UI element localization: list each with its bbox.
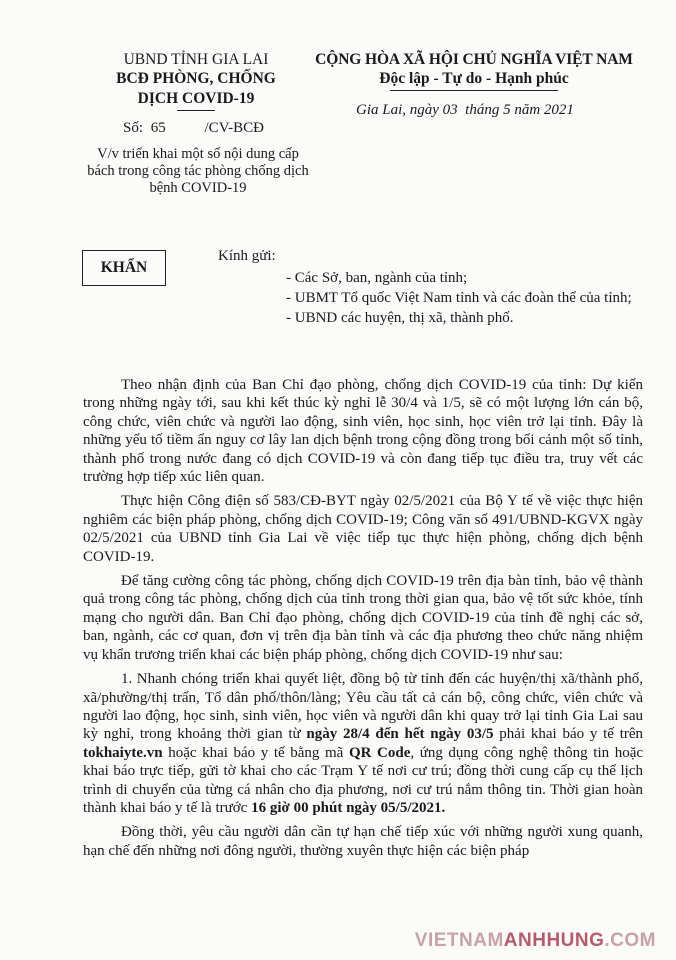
p4-bold-deadline: 16 giờ 00 phút ngày 05/5/2021. — [251, 799, 446, 816]
document-number — [123, 120, 264, 137]
paragraph-1: Theo nhận định của Ban Chỉ đạo phòng, chống dịch COVID-19 của tỉnh: Dự kiến trong những ngày tới, sau khi kết thúc kỳ nghỉ lễ 30/4 và 1/5, sẽ có một lượng lớn cán bộ, công chức, viên chức và người lao động, sinh viên, học sinh, học viên trở lại tỉnh. Đây là những yếu tố tiềm ẩn nguy cơ lây lan dịch bệnh trong cộng đồng trong bối cảnh một số tỉnh, thành phố trong nước đang có dịch COVID-19 và còn đang tiếp tục điều tra, truy vết các trường hợp tiếp xúc liên quan. — [83, 377, 643, 486]
p4-text-e: hoặc khai báo y tế bằng mã — [168, 744, 344, 761]
so-label: Số: — [123, 120, 144, 136]
agency-underline — [177, 110, 215, 111]
date-prefix: Gia Lai, ngày — [356, 102, 439, 118]
p4-text-c: phải khai báo y tế trên — [499, 726, 644, 743]
kinh-gui-label: Kính gửi: — [218, 248, 276, 264]
document-subject: V/v triển khai một số nội dung cấp bách trong công tác phòng chống dịch bệnh COVID-19 — [87, 146, 309, 196]
document-body — [83, 376, 643, 866]
paragraph-5: Đồng thời, yêu cầu người dân cần tự hạn chế tiếp xúc với những người xung quanh, hạn chế đến những nơi đông người, thường xuyên thực hiện các biện pháp — [83, 824, 643, 859]
agency-line-3: DỊCH COVID-19 — [137, 90, 255, 107]
agency-line-1: UBND TỈNH GIA LAI — [123, 51, 269, 68]
p4-text-g: , ứng dụng công nghệ thông tin hoặc khai báo trực tiếp, gửi tờ khai cho các Trạm Y tế nơi cư trú; đồng thời cung cấp cụ thể lịch trình di chuyển của từng cá nhân cho địa phương, nơi cư trú nắm thông tin. Thời gian hoàn thành khai báo y tế là trước — [83, 744, 644, 816]
so-number: 65 — [150, 120, 166, 136]
watermark-part-3: .COM — [604, 930, 656, 951]
agency-line-2: BCĐ PHÒNG, CHỐNG — [116, 70, 276, 87]
issue-date — [356, 102, 574, 119]
date-month: 5 — [503, 102, 511, 118]
paragraph-3: Để tăng cường công tác phòng, chống dịch COVID-19 trên địa bàn tỉnh, bảo vệ thành quả trong công tác phòng, chống dịch của tỉnh trong thời gian qua, bảo vệ tốt sức khỏe, tính mạng cho người dân. Ban Chỉ đạo phòng, chống dịch COVID-19 của tỉnh đề nghị các sở, ban, ngành, các cơ quan, đơn vị trên địa bàn tỉnh và các địa phương theo chức năng nhiệm vụ khẩn trương triển khai các biện pháp phòng, chống dịch COVID-19 như sau: — [83, 573, 643, 663]
motto-underline — [390, 90, 558, 91]
recipient-item: - UBMT Tổ quốc Việt Nam tỉnh và các đoàn thể của tỉnh; — [286, 290, 632, 306]
issuing-agency-block — [78, 50, 314, 111]
watermark — [415, 930, 656, 952]
recipients-list — [286, 268, 646, 328]
p4-text-a: 1. Nhanh chóng triển khai quyết liệt, đồng bộ từ tỉnh đến các huyện/thị xã/thành phố, xã/phường/thị trấn, Tổ dân phố/thôn/làng; Yêu cầu tất cả cán bộ, công chức, viên chức và người lao động, học sinh, sinh viên, học viên và người dân khi quay trở lại tỉnh Gia Lai sau kỳ nghỉ, trong khoảng thời gian từ — [83, 671, 643, 743]
watermark-part-1: VIETNAM — [414, 930, 504, 951]
recipient-item: - Các Sở, ban, ngành của tỉnh; — [286, 270, 468, 286]
date-year: năm 2021 — [514, 102, 574, 118]
watermark-part-2: ANHHUNG — [503, 930, 605, 951]
p4-bold-qr: QR Code — [348, 744, 411, 761]
urgency-stamp: KHẨN — [82, 250, 166, 286]
national-motto: Độc lập - Tự do - Hạnh phúc — [379, 70, 569, 87]
p4-bold-dates: ngày 28/4 đến hết ngày 03/5 — [306, 726, 494, 743]
national-title: CỘNG HÒA XÃ HỘI CHỦ NGHĨA VIỆT NAM — [315, 51, 633, 68]
p4-bold-website: tokhaiyte.vn — [83, 744, 163, 761]
paragraph-2: Thực hiện Công điện số 583/CĐ-BYT ngày 02/5/2021 của Bộ Y tế về việc thực hiện nghiêm các biện pháp phòng, chống dịch COVID-19; Công văn số 491/UBND-KGVX ngày 02/5/2021 của UBND tỉnh Gia Lai về việc tiếp tục thực hiện phòng, chống dịch bệnh COVID-19. — [83, 493, 643, 565]
recipient-item: - UBND các huyện, thị xã, thành phố. — [286, 310, 514, 326]
paragraph-4 — [83, 670, 643, 817]
national-header-block — [308, 50, 640, 91]
date-day: 03 — [442, 102, 458, 118]
so-suffix: /CV-BCĐ — [204, 120, 264, 136]
date-month-label: tháng — [465, 102, 500, 118]
